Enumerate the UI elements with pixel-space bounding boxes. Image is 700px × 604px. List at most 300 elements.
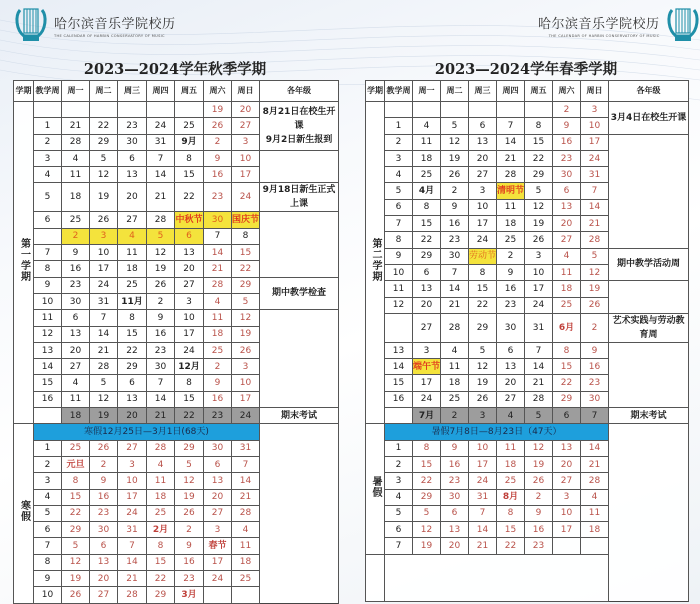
day-cell: 21 xyxy=(118,571,147,587)
day-cell: 24 xyxy=(232,408,260,424)
day-cell: 18 xyxy=(497,456,525,472)
school-subtitle: THE CALENDAR OF HARBIN CONSERVATORY OF MUSIC xyxy=(548,33,660,38)
semester-label-cell xyxy=(14,102,34,424)
week-number: 2 xyxy=(34,134,62,150)
grade-note xyxy=(260,212,339,277)
day-cell: 29 xyxy=(525,167,553,183)
day-cell: 20 xyxy=(175,261,204,277)
day-cell: 5 xyxy=(413,505,441,521)
calendar-week-row xyxy=(14,408,339,424)
day-cell: 26 xyxy=(581,297,609,313)
calendar-week-row xyxy=(366,342,689,358)
day-cell: 5 xyxy=(441,118,469,134)
day-cell: 11 xyxy=(497,199,525,215)
day-cell: 16 xyxy=(553,134,581,150)
day-cell: 14 xyxy=(469,522,497,538)
empty-cell xyxy=(366,554,385,601)
grade-note xyxy=(260,310,339,408)
column-header: 学期 xyxy=(14,81,34,102)
calendar-week-row xyxy=(366,134,689,150)
day-cell: 9 xyxy=(147,310,175,326)
day-cell: 8 xyxy=(147,538,175,554)
day-cell: 17 xyxy=(469,216,497,232)
day-cell: 23 xyxy=(525,538,553,554)
day-cell: 20 xyxy=(469,150,497,166)
day-cell: 24 xyxy=(147,118,175,134)
day-cell xyxy=(62,102,90,118)
day-cell: 29 xyxy=(147,587,175,603)
day-cell: 15 xyxy=(553,359,581,375)
day-cell: 29 xyxy=(413,489,441,505)
day-cell: 30 xyxy=(441,489,469,505)
week-number: 3 xyxy=(385,150,413,166)
day-cell: 23 xyxy=(441,473,469,489)
spring-calendar-table xyxy=(365,80,689,602)
day-cell: 9 xyxy=(581,342,609,358)
column-header: 周三 xyxy=(118,81,147,102)
column-header: 各年级 xyxy=(260,81,339,102)
day-cell: 22 xyxy=(413,232,441,248)
week-number xyxy=(385,313,413,342)
day-cell: 18 xyxy=(441,375,469,391)
day-cell: 15 xyxy=(469,281,497,297)
day-cell: 14 xyxy=(232,473,260,489)
day-cell: 15 xyxy=(497,522,525,538)
day-cell: 6 xyxy=(90,538,118,554)
day-cell: 30 xyxy=(441,248,469,264)
day-cell: 3 xyxy=(175,293,204,309)
day-cell: 17 xyxy=(413,375,441,391)
day-cell: 3 xyxy=(469,183,497,199)
day-cell: 25 xyxy=(175,118,204,134)
day-cell: 3月 xyxy=(175,587,204,603)
day-cell: 28 xyxy=(147,440,175,456)
day-cell: 19 xyxy=(90,408,118,424)
day-cell: 15 xyxy=(147,554,175,570)
semester-label-cell xyxy=(366,102,385,424)
day-cell: 8 xyxy=(62,473,90,489)
day-cell: 25 xyxy=(413,167,441,183)
week-number: 7 xyxy=(34,245,62,261)
day-cell: 9月 xyxy=(175,134,204,150)
day-cell: 4 xyxy=(413,118,441,134)
week-number: 6 xyxy=(385,522,413,538)
break-label-cell xyxy=(14,424,34,603)
day-cell: 18 xyxy=(204,326,232,342)
day-cell: 30 xyxy=(90,522,118,538)
day-cell: 22 xyxy=(553,375,581,391)
day-cell: 28 xyxy=(525,391,553,407)
break-label: 暑假 xyxy=(370,475,381,498)
day-cell: 20 xyxy=(553,216,581,232)
day-cell: 8 xyxy=(232,228,260,244)
week-number: 8 xyxy=(385,232,413,248)
calendar-week-row xyxy=(14,102,339,118)
day-cell: 21 xyxy=(90,342,118,358)
day-cell: 4 xyxy=(62,150,90,166)
column-header: 周五 xyxy=(175,81,204,102)
week-number: 5 xyxy=(385,505,413,521)
day-cell: 18 xyxy=(497,216,525,232)
day-cell: 13 xyxy=(469,134,497,150)
day-cell: 7 xyxy=(147,375,175,391)
school-name: 哈尔滨音乐学院校历 xyxy=(538,16,660,32)
day-cell: 11 xyxy=(581,505,609,521)
day-cell: 6 xyxy=(62,310,90,326)
day-cell: 16 xyxy=(581,359,609,375)
day-cell: 春节 xyxy=(204,538,232,554)
day-cell: 15 xyxy=(525,134,553,150)
day-cell: 19 xyxy=(175,489,204,505)
week-number xyxy=(34,408,62,424)
day-cell: 13 xyxy=(497,359,525,375)
day-cell: 12 xyxy=(232,310,260,326)
day-cell: 21 xyxy=(204,261,232,277)
day-cell: 12 xyxy=(90,167,118,183)
week-number: 10 xyxy=(385,264,413,280)
day-cell: 14 xyxy=(147,391,175,407)
day-cell: 28 xyxy=(118,587,147,603)
day-cell: 14 xyxy=(581,199,609,215)
week-number: 4 xyxy=(385,167,413,183)
week-number: 15 xyxy=(34,375,62,391)
day-cell: 30 xyxy=(497,313,525,342)
day-cell: 19 xyxy=(232,326,260,342)
day-cell: 31 xyxy=(232,440,260,456)
day-cell: 18 xyxy=(413,150,441,166)
week-number: 1 xyxy=(34,118,62,134)
day-cell: 28 xyxy=(232,505,260,521)
day-cell: 27 xyxy=(204,505,232,521)
calendar-week-row xyxy=(14,183,339,212)
day-cell: 26 xyxy=(90,212,118,228)
day-cell: 18 xyxy=(232,554,260,570)
day-cell: 4 xyxy=(581,489,609,505)
week-number: 3 xyxy=(385,473,413,489)
day-cell: 19 xyxy=(581,281,609,297)
day-cell: 4月 xyxy=(413,183,441,199)
day-cell: 4 xyxy=(118,228,147,244)
day-cell: 26 xyxy=(62,587,90,603)
day-cell: 2 xyxy=(525,489,553,505)
day-cell: 27 xyxy=(118,212,147,228)
week-number: 11 xyxy=(34,310,62,326)
day-cell: 6 xyxy=(553,183,581,199)
day-cell: 16 xyxy=(62,261,90,277)
day-cell: 22 xyxy=(90,118,118,134)
day-cell: 10 xyxy=(118,473,147,489)
day-cell: 29 xyxy=(90,134,118,150)
day-cell: 21 xyxy=(232,489,260,505)
day-cell: 10 xyxy=(469,440,497,456)
day-cell: 25 xyxy=(497,232,525,248)
day-cell: 19 xyxy=(147,261,175,277)
day-cell: 7 xyxy=(118,538,147,554)
day-cell: 5 xyxy=(469,342,497,358)
day-cell: 7 xyxy=(441,264,469,280)
day-cell: 3 xyxy=(581,102,609,118)
week-number: 3 xyxy=(34,150,62,166)
day-cell: 20 xyxy=(553,456,581,472)
day-cell: 25 xyxy=(553,297,581,313)
week-number xyxy=(34,228,62,244)
day-cell: 27 xyxy=(497,391,525,407)
day-cell: 2 xyxy=(497,248,525,264)
day-cell: 15 xyxy=(118,326,147,342)
week-number: 15 xyxy=(385,375,413,391)
day-cell: 9 xyxy=(204,375,232,391)
day-cell: 14 xyxy=(90,326,118,342)
day-cell: 18 xyxy=(581,522,609,538)
day-cell xyxy=(232,587,260,603)
day-cell: 18 xyxy=(62,183,90,212)
column-header: 教学周 xyxy=(34,81,62,102)
day-cell: 7 xyxy=(581,183,609,199)
day-cell: 劳动节 xyxy=(469,248,497,264)
semester-label: 第二学期 xyxy=(370,238,381,283)
day-cell xyxy=(553,538,581,554)
day-cell: 21 xyxy=(147,183,175,212)
header-row xyxy=(14,81,339,102)
column-header: 周三 xyxy=(469,81,497,102)
day-cell: 8 xyxy=(525,118,553,134)
day-cell: 4 xyxy=(497,408,525,424)
day-cell: 16 xyxy=(497,281,525,297)
day-cell: 3 xyxy=(118,456,147,472)
day-cell: 11 xyxy=(553,264,581,280)
week-number: 6 xyxy=(385,199,413,215)
day-cell: 13 xyxy=(204,473,232,489)
day-cell: 20 xyxy=(90,571,118,587)
break-note-area xyxy=(260,424,339,603)
day-cell xyxy=(469,102,497,118)
day-cell: 3 xyxy=(413,342,441,358)
day-cell: 12月 xyxy=(175,359,204,375)
day-cell: 11 xyxy=(62,391,90,407)
lyre-logo-icon xyxy=(666,6,700,44)
day-cell: 26 xyxy=(441,167,469,183)
day-cell: 17 xyxy=(204,554,232,570)
day-cell: 22 xyxy=(175,183,204,212)
day-cell: 2 xyxy=(175,522,204,538)
day-cell: 7 xyxy=(469,505,497,521)
day-cell: 14 xyxy=(441,281,469,297)
day-cell: 2 xyxy=(441,408,469,424)
day-cell: 11 xyxy=(232,538,260,554)
day-cell: 9 xyxy=(62,245,90,261)
day-cell: 11 xyxy=(147,473,175,489)
day-cell: 18 xyxy=(553,281,581,297)
day-cell: 7 xyxy=(525,342,553,358)
day-cell: 31 xyxy=(90,293,118,309)
day-cell: 27 xyxy=(232,118,260,134)
day-cell: 23 xyxy=(553,150,581,166)
day-cell: 28 xyxy=(204,277,232,293)
day-cell: 7 xyxy=(147,150,175,166)
day-cell: 17 xyxy=(581,134,609,150)
day-cell: 30 xyxy=(62,293,90,309)
column-header: 周日 xyxy=(232,81,260,102)
day-cell: 15 xyxy=(62,489,90,505)
day-cell: 13 xyxy=(62,326,90,342)
day-cell: 5 xyxy=(232,293,260,309)
day-cell: 25 xyxy=(204,342,232,358)
day-cell: 2 xyxy=(62,228,90,244)
day-cell: 24 xyxy=(525,297,553,313)
day-cell: 16 xyxy=(441,216,469,232)
day-cell: 12 xyxy=(525,199,553,215)
day-cell: 13 xyxy=(441,522,469,538)
day-cell: 21 xyxy=(469,538,497,554)
day-cell: 25 xyxy=(118,277,147,293)
week-number: 11 xyxy=(385,281,413,297)
week-number: 12 xyxy=(385,297,413,313)
day-cell: 31 xyxy=(581,167,609,183)
week-number: 9 xyxy=(34,571,62,587)
day-cell: 29 xyxy=(232,277,260,293)
day-cell: 27 xyxy=(469,167,497,183)
week-number: 6 xyxy=(34,212,62,228)
day-cell: 17 xyxy=(553,522,581,538)
day-cell: 29 xyxy=(553,391,581,407)
column-header: 周四 xyxy=(147,81,175,102)
day-cell: 27 xyxy=(175,277,204,293)
day-cell: 26 xyxy=(204,118,232,134)
day-cell: 30 xyxy=(118,134,147,150)
day-cell: 17 xyxy=(118,489,147,505)
day-cell: 10 xyxy=(232,375,260,391)
day-cell: 8 xyxy=(553,342,581,358)
day-cell: 10 xyxy=(175,310,204,326)
day-cell xyxy=(525,102,553,118)
day-cell: 23 xyxy=(204,408,232,424)
week-number: 5 xyxy=(34,183,62,212)
day-cell: 18 xyxy=(118,261,147,277)
day-cell: 28 xyxy=(147,212,175,228)
day-cell: 15 xyxy=(175,167,204,183)
day-cell: 24 xyxy=(204,571,232,587)
week-number: 16 xyxy=(34,391,62,407)
day-cell: 21 xyxy=(147,408,175,424)
day-cell: 5 xyxy=(90,150,118,166)
day-cell: 10 xyxy=(553,505,581,521)
day-cell: 30 xyxy=(581,391,609,407)
week-number: 2 xyxy=(34,456,62,472)
day-cell: 8 xyxy=(175,375,204,391)
calendar-week-row xyxy=(366,313,689,342)
day-cell: 20 xyxy=(204,489,232,505)
day-cell: 14 xyxy=(147,167,175,183)
day-cell: 20 xyxy=(441,538,469,554)
day-cell: 4 xyxy=(441,342,469,358)
week-number xyxy=(34,102,62,118)
empty-cell xyxy=(385,554,609,601)
day-cell: 4 xyxy=(204,293,232,309)
day-cell: 8 xyxy=(469,264,497,280)
fall-calendar-table xyxy=(13,80,339,604)
day-cell: 26 xyxy=(90,440,118,456)
day-cell: 11 xyxy=(118,245,147,261)
day-cell: 18 xyxy=(147,489,175,505)
column-header: 学期 xyxy=(366,81,385,102)
day-cell: 16 xyxy=(525,522,553,538)
day-cell: 16 xyxy=(204,167,232,183)
week-number: 1 xyxy=(385,118,413,134)
day-cell: 10 xyxy=(525,264,553,280)
column-header: 教学周 xyxy=(385,81,413,102)
day-cell: 22 xyxy=(62,505,90,521)
day-cell: 29 xyxy=(413,248,441,264)
day-cell: 2 xyxy=(147,293,175,309)
day-cell: 26 xyxy=(175,505,204,521)
calendar-week-row xyxy=(366,408,689,424)
column-header: 周日 xyxy=(581,81,609,102)
day-cell: 元旦 xyxy=(62,456,90,472)
day-cell: 2 xyxy=(204,359,232,375)
brand-left xyxy=(14,6,176,44)
brand-right xyxy=(538,6,700,44)
day-cell xyxy=(204,587,232,603)
week-number: 13 xyxy=(34,342,62,358)
day-cell: 28 xyxy=(441,313,469,342)
day-cell: 9 xyxy=(525,505,553,521)
day-cell: 20 xyxy=(232,102,260,118)
day-cell: 端午节 xyxy=(413,359,441,375)
day-cell: 23 xyxy=(62,277,90,293)
day-cell: 23 xyxy=(118,118,147,134)
day-cell: 7月 xyxy=(413,408,441,424)
column-header: 周六 xyxy=(553,81,581,102)
grade-note: 期中教学活动周 xyxy=(609,248,689,281)
break-banner-row xyxy=(366,424,689,440)
day-cell: 15 xyxy=(232,245,260,261)
fall-semester-title: 2023—2024学年秋季学期 xyxy=(83,61,267,78)
day-cell: 4 xyxy=(232,522,260,538)
day-cell: 26 xyxy=(525,232,553,248)
day-cell: 21 xyxy=(581,456,609,472)
day-cell: 5 xyxy=(147,228,175,244)
day-cell: 5 xyxy=(525,183,553,199)
day-cell: 6 xyxy=(553,408,581,424)
day-cell: 23 xyxy=(175,571,204,587)
day-cell: 14 xyxy=(581,440,609,456)
week-number: 4 xyxy=(385,489,413,505)
day-cell: 22 xyxy=(118,342,147,358)
column-header: 周四 xyxy=(497,81,525,102)
grade-note: 期末考试 xyxy=(260,408,339,424)
week-number: 7 xyxy=(385,216,413,232)
day-cell: 24 xyxy=(469,473,497,489)
week-number: 8 xyxy=(34,554,62,570)
day-cell: 31 xyxy=(525,313,553,342)
day-cell: 12 xyxy=(147,245,175,261)
school-name: 哈尔滨音乐学院校历 xyxy=(54,16,176,32)
day-cell: 5 xyxy=(525,408,553,424)
day-cell xyxy=(497,102,525,118)
column-header: 周一 xyxy=(62,81,90,102)
day-cell: 29 xyxy=(62,522,90,538)
week-number: 10 xyxy=(34,587,62,603)
day-cell: 11 xyxy=(441,359,469,375)
day-cell: 31 xyxy=(147,134,175,150)
day-cell: 11月 xyxy=(118,293,147,309)
day-cell xyxy=(441,102,469,118)
day-cell: 清明节 xyxy=(497,183,525,199)
day-cell: 7 xyxy=(581,408,609,424)
week-number: 7 xyxy=(34,538,62,554)
day-cell: 23 xyxy=(581,375,609,391)
week-number: 6 xyxy=(34,522,62,538)
